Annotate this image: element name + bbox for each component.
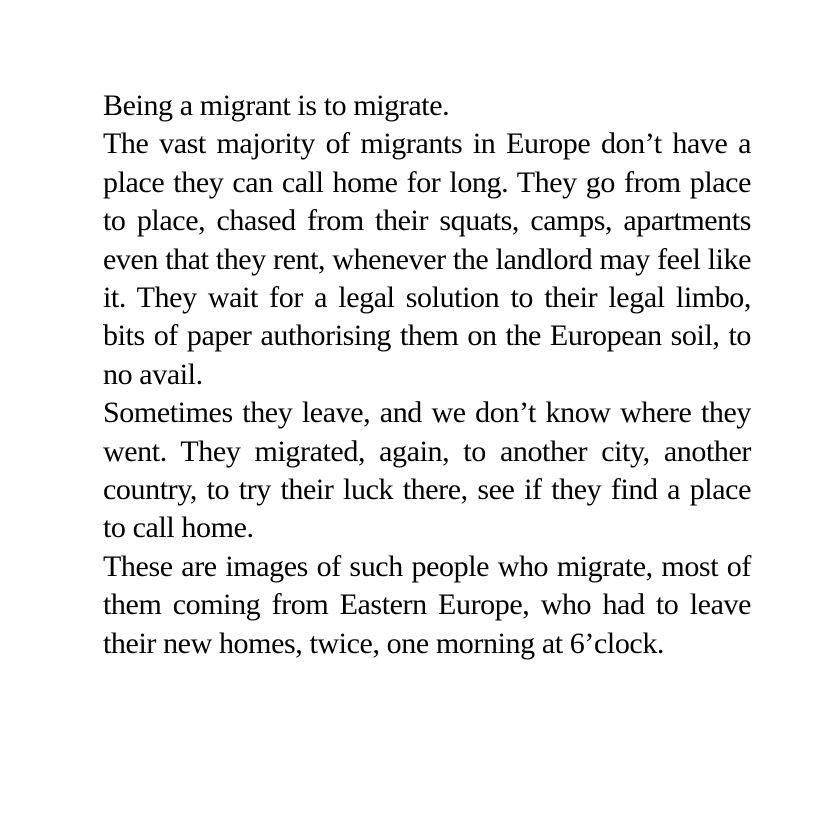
paragraph-no-home: The vast majority of migrants in Europe don’t have a place they can call home for long. They go from place to place, chased from their squats, camps, apartments even that they rent, whenever the landlord may feel like it. They wait for a legal solution to their legal limbo, bits of paper authorising them on the European soil, to no avail. [103, 127, 751, 391]
paragraph-intro: Being a migrant is to migrate. [103, 89, 450, 122]
body-text [103, 87, 751, 663]
paragraph-images: These are images of such people who migrate, most of them coming from Eastern Europe, who had to leave their new homes, twice, one morning at 6’clock. [103, 549, 751, 660]
paragraph-leaving: Sometimes they leave, and we don’t know where they went. They migrated, again, to another city, another country, to try their luck there, see if they find a place to call home. [103, 396, 751, 545]
